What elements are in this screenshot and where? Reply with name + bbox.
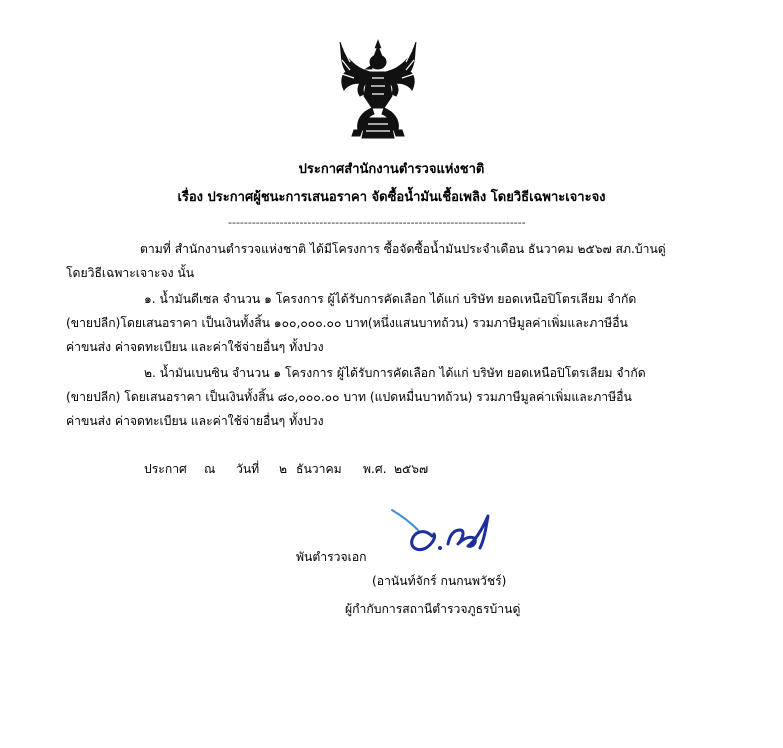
document-title: ประกาศสำนักงานตำรวจแห่งชาติ	[298, 162, 485, 177]
signer-name: (อานันท์จักร์ กนกนพวัชร์)	[372, 574, 507, 588]
date-month: ธันวาคม	[296, 462, 342, 476]
item1-line-1: ๑. น้ำมันดีเซล จำนวน ๑ โครงการ ผู้ได้รับการคัดเลือก ได้แก่ บริษัท ยอดเหนือปิโตรเลียม จำกัด	[144, 292, 637, 306]
document-subject: เรื่อง ประกาศผู้ชนะการเสนอราคา จัดซื้อน้ำมันเชื้อเพลิง โดยวิธีเฉพาะเจาะจง	[177, 190, 606, 205]
item1-line-3: ค่าขนส่ง ค่าจดทะเบียน และค่าใช้จ่ายอื่นๆ ทั้งปวง	[66, 340, 324, 354]
item2-line-1: ๒. น้ำมันเบนซิน จำนวน ๑ โครงการ ผู้ได้รับการคัดเลือก ได้แก่ บริษัท ยอดเหนือปิโตรเลียม จำกัด	[144, 366, 646, 380]
date-at-label: ณ	[204, 462, 216, 476]
item2-line-2: (ขายปลีก) โดยเสนอราคา เป็นเงินทั้งสิ้น ๘๐,๐๐๐.๐๐ บาท (แปดหมื่นบาทถ้วน) รวมภาษีมูลค่าเพิ่มและภาษีอื่น	[66, 390, 632, 404]
date-era: พ.ศ.	[363, 462, 387, 476]
item1-line-2: (ขายปลีก)โดยเสนอราคา เป็นเงินทั้งสิ้น ๑๐๐,๐๐๐.๐๐ บาท(หนึ่งแสนบาทถ้วน) รวมภาษีมูลค่าเพิ่มและภาษีอื่น	[66, 316, 628, 330]
signer-position: ผู้กำกับการสถานีตำรวจภูธรบ้านดู่	[345, 602, 521, 616]
handwritten-signature	[388, 508, 496, 558]
separator-line: ---------------------------------------------------------------------------	[228, 216, 526, 229]
garuda-emblem-icon	[336, 38, 420, 142]
date-day: ๒	[279, 462, 288, 476]
date-year: ๒๕๖๗	[394, 462, 429, 476]
intro-line-2: โดยวิธีเฉพาะเจาะจง นั้น	[66, 266, 195, 280]
intro-line-1: ตามที่ สำนักงานตำรวจแห่งชาติ ได้มีโครงการ ซื้อจัดซื้อน้ำมันประจำเดือน ธันวาคม ๒๕๖๗ สภ.บ้านดู่	[140, 242, 666, 256]
signer-rank: พันตำรวจเอก	[296, 550, 367, 564]
date-announced-label: ประกาศ	[144, 462, 187, 476]
date-day-label: วันที่	[236, 462, 260, 476]
item2-line-3: ค่าขนส่ง ค่าจดทะเบียน และค่าใช้จ่ายอื่นๆ ทั้งปวง	[66, 414, 324, 428]
